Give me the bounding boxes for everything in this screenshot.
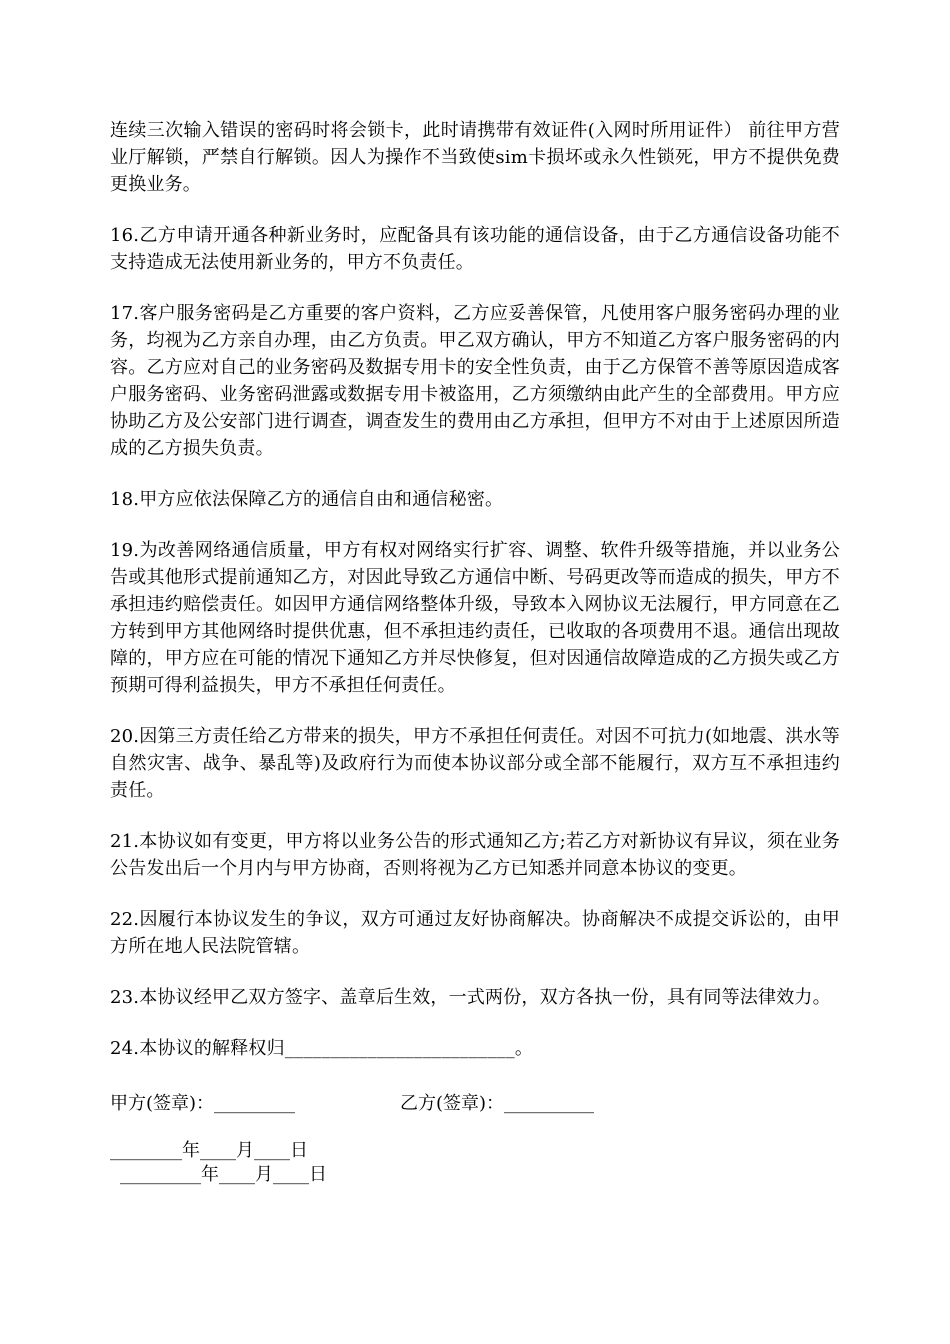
paragraph-18: 18.甲方应依法保障乙方的通信自由和通信秘密。 (110, 489, 504, 510)
paragraph-17: 17.客户服务密码是乙方重要的客户资料，乙方应妥善保管，凡使用客户服务密码办理的业务，均视为乙方亲自办理，由乙方负责。甲乙双方确认，甲方不知道乙方客户服务密码的内容。乙方应对自己的业务密码及数据专用卡的安全性负责，由于乙方保管不善等原因造成客户服务密码、业务密码泄露或数据专用卡被盗用，乙方须缴纳由此产生的全部费用。甲方应协助乙方及公安部门进行调查，调查发生的费用由乙方承担，但甲方不对由于上述原因所造成的乙方损失负责。 (110, 303, 840, 459)
date-line-a: ________年____月____日 (110, 1140, 308, 1161)
paragraph-23: 23.本协议经甲乙双方签字、盖章后生效，一式两份，双方各执一份，具有同等法律效力。 (110, 987, 831, 1008)
document-page (110, 117, 840, 1187)
paragraph-24: 24.本协议的解释权归_________________________。 (110, 1038, 534, 1059)
paragraph-21: 21.本协议如有变更，甲方将以业务公告的形式通知乙方;若乙方对新协议有异议，须在业务公告发出后一个月内与甲方协商，否则将视为乙方已知悉并同意本协议的变更。 (110, 831, 840, 879)
paragraph-password-lock: 连续三次输入错误的密码时将会锁卡，此时请携带有效证件(入网时所用证件） 前往甲方营业厅解锁，严禁自行解锁。因人为操作不当致使sim卡损坏或永久性锁死，甲方不提供免费更换业务。 (110, 120, 840, 195)
party-a-signature: 甲方(签章)：_________ (110, 1093, 296, 1114)
paragraph-20: 20.因第三方责任给乙方带来的损失，甲方不承担任何责任。对因不可抗力(如地震、洪水等自然灾害、战争、暴乱等)及政府行为而使本协议部分或全部不能履行，双方互不承担违约责任。 (110, 726, 840, 801)
paragraph-19: 19.为改善网络通信质量，甲方有权对网络实行扩容、调整、软件升级等措施，并以业务公告或其他形式提前通知乙方，对因此导致乙方通信中断、号码更改等而造成的损失，甲方不承担违约赔偿责任。如因甲方通信网络整体升级，导致本入网协议无法履行，甲方同意在乙方转到甲方其他网络时提供优惠，但不承担违约责任，已收取的各项费用不退。通信出现故障的，甲方应在可能的情况下通知乙方并尽快修复，但对因通信故障造成的乙方损失或乙方预期可得利益损失，甲方不承担任何责任。 (110, 540, 840, 696)
date-line-b: _________年____月____日 (120, 1164, 327, 1185)
paragraph-16: 16.乙方申请开通各种新业务时，应配备具有该功能的通信设备，由于乙方通信设备功能不支持造成无法使用新业务的，甲方不负责任。 (110, 225, 840, 273)
party-b-signature: 乙方(签章)：__________ (400, 1093, 595, 1114)
signature-row (110, 1090, 840, 1117)
paragraph-22: 22.因履行本协议发生的争议，双方可通过友好协商解决。协商解决不成提交诉讼的，由甲方所在地人民法院管辖。 (110, 909, 840, 957)
